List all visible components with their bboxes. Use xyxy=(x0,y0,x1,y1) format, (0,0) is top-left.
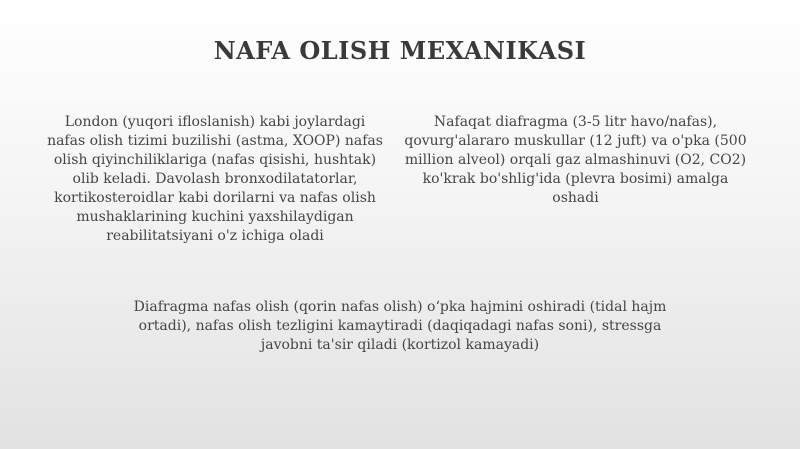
left-text-block: London (yuqori ifloslanish) kabi joylardagi nafas olish tizimi buzilishi (astma, XOOP) nafas olish qiyinchiliklariga (nafas qisishi, hushtak) olib keladi. Davolash bronxodilatatorlar, kortikosteroidlar kabi dorilarni va nafas olish mushaklarining kuchini yaxshilaydigan reabilitatsiyani o'z ichiga oladi xyxy=(47,114,383,244)
right-text-block: Nafaqat diafragma (3-5 litr havo/nafas), qovurg'alararo muskullar (12 juft) va o'pka (500 million alveol) orqali gaz almashinuvi (O2, CO2) ko'krak bo'shlig'ida (plevra bosimi) amalga oshadi xyxy=(404,114,747,206)
slide-title: NAFA OLISH MEXANIKASI xyxy=(213,36,587,65)
bottom-text-block: Diafragma nafas olish (qorin nafas olish) oʻpka hajmini oshiradi (tidal hajm ortadi), nafas olish tezligini kamaytiradi (daqiqadagi nafas soni), stressga javobni ta'sir qiladi (kortizol kamayadi) xyxy=(133,299,667,353)
